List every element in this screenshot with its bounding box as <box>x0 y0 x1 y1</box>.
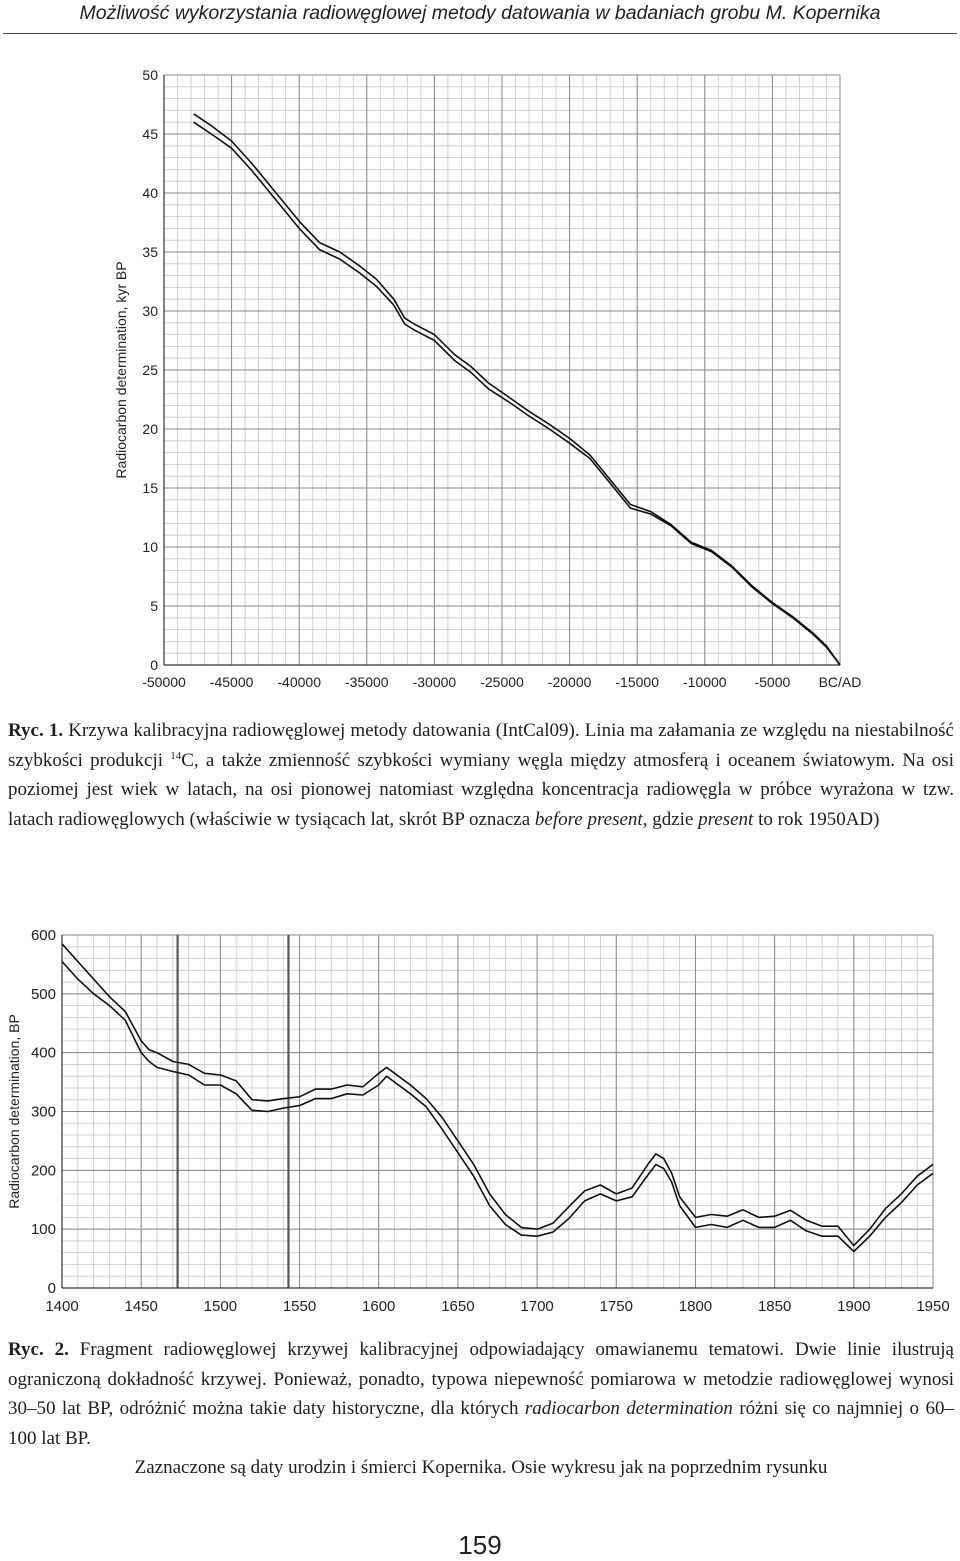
y-tick-label: 20 <box>142 421 158 437</box>
y-tick-label: 50 <box>142 67 158 83</box>
x-tick-label: 1850 <box>757 1298 792 1315</box>
y-tick-label: 15 <box>142 480 158 496</box>
y-tick-label: 600 <box>30 927 56 944</box>
figure-1-caption-text: to rok 1950AD) <box>753 808 880 830</box>
x-tick-label: -10000 <box>683 674 727 690</box>
y-tick-label: 5 <box>150 598 158 614</box>
y-tick-label: 25 <box>142 362 158 378</box>
y-tick-label: 30 <box>142 303 158 319</box>
y-tick-label: 100 <box>30 1221 56 1239</box>
x-tick-label: -50000 <box>142 674 186 690</box>
y-tick-label: 40 <box>142 185 158 201</box>
figure-1-label: Ryc. 1. <box>8 720 64 741</box>
figure-2-label: Ryc. 2. <box>8 1339 69 1360</box>
header-divider <box>3 33 957 34</box>
y-tick-label: 35 <box>142 244 158 260</box>
x-tick-label: 1950 <box>916 1298 950 1315</box>
figure-2-caption-text: Fragment radiowęglowej krzywej kalibracyjnej odpowiadający omawianemu tematowi. Dwie linie ilustrują ograniczoną dokładność krzywej. Ponieważ, ponadto, typowa niepewność pomiarowa w metodzie radiowęglowej wynosi 30–50 lat BP, odróżnić można takie daty historyczne, dla których <box>8 1339 954 1419</box>
y-tick-label: 300 <box>30 1103 56 1121</box>
figure-1-caption-text: Krzywa kalibracyjna radiowęglowej metody datowania (IntCal09). Linia ma załamania ze względu na niestabilność szybkości produkcji <box>8 720 954 771</box>
x-tick-label: -5000 <box>754 674 791 690</box>
figure-2-caption-italic: radiocarbon determination <box>524 1398 733 1419</box>
y-tick-label: 500 <box>30 985 56 1003</box>
x-tick-label: -25000 <box>480 674 524 690</box>
running-header: Możliwość wykorzystania radiowęglowej metody datowania w badaniach grobu M. Kopernika <box>79 2 881 24</box>
x-tick-label: -30000 <box>412 674 457 690</box>
chart-calibration-full <box>0 60 960 700</box>
x-tick-label: BC/AD <box>818 674 862 690</box>
calibration-curve-line <box>62 944 933 1246</box>
figure-2-caption-text: różni się co najmniej o 60–100 lat BP. <box>8 1398 954 1449</box>
figure-2-caption <box>8 1335 954 1483</box>
chart-1-svg <box>0 60 960 700</box>
y-tick-label: 400 <box>30 1044 56 1062</box>
chart-calibration-fragment <box>0 915 960 1325</box>
x-tick-label: -35000 <box>345 674 389 690</box>
x-tick-label: 1400 <box>45 1298 79 1315</box>
figure-1-caption-text: C, a także zmienność szybkości wymiany węgla między atmosferą i oceanem światowym. Na osi poziomej jest wiek w latach, na osi pionowej natomiast względna koncentracja radiowęgla w próbce wyrażona w tzw. latach radiowęglowych (właściwie w tysiącach lat, skrót BP oznacza <box>8 749 954 830</box>
y-tick-label: 10 <box>142 539 158 555</box>
figure-1-caption-italic: before present <box>534 808 643 830</box>
y-axis-title: Radiocarbon determination, BP <box>6 1014 22 1209</box>
x-tick-label: 1500 <box>203 1298 238 1315</box>
y-tick-label: 0 <box>47 1280 56 1297</box>
page-number: 159 <box>458 1530 502 1560</box>
calibration-curve-line <box>62 962 933 1252</box>
x-tick-label: 1700 <box>520 1298 554 1315</box>
x-tick-label: 1650 <box>441 1298 475 1315</box>
x-tick-label: -40000 <box>277 674 321 690</box>
x-tick-label: 1450 <box>124 1298 158 1315</box>
x-tick-label: 1550 <box>282 1298 317 1315</box>
figure-2-caption-last-line: Zaznaczone są daty urodzin i śmierci Kopernika. Osie wykresu jak na poprzednim rysunku <box>134 1457 828 1478</box>
x-tick-label: -45000 <box>209 674 254 690</box>
y-tick-label: 0 <box>150 657 158 673</box>
x-tick-label: 1600 <box>362 1298 396 1315</box>
y-tick-label: 200 <box>30 1162 56 1180</box>
x-tick-label: 1800 <box>678 1298 713 1315</box>
chart-2-svg <box>0 915 960 1325</box>
x-tick-label: -20000 <box>547 674 592 690</box>
figure-1-caption-text: , gdzie <box>642 808 699 830</box>
x-tick-label: -15000 <box>615 674 659 690</box>
x-tick-label: 1900 <box>837 1298 871 1315</box>
figure-1-caption-italic: present <box>698 808 754 830</box>
x-tick-label: 1750 <box>599 1298 633 1315</box>
y-tick-label: 45 <box>142 126 158 142</box>
figure-1-caption-superscript: 14 <box>170 749 182 762</box>
y-axis-title: Radiocarbon determination, kyr BP <box>113 261 129 479</box>
figure-1-caption <box>8 716 954 834</box>
